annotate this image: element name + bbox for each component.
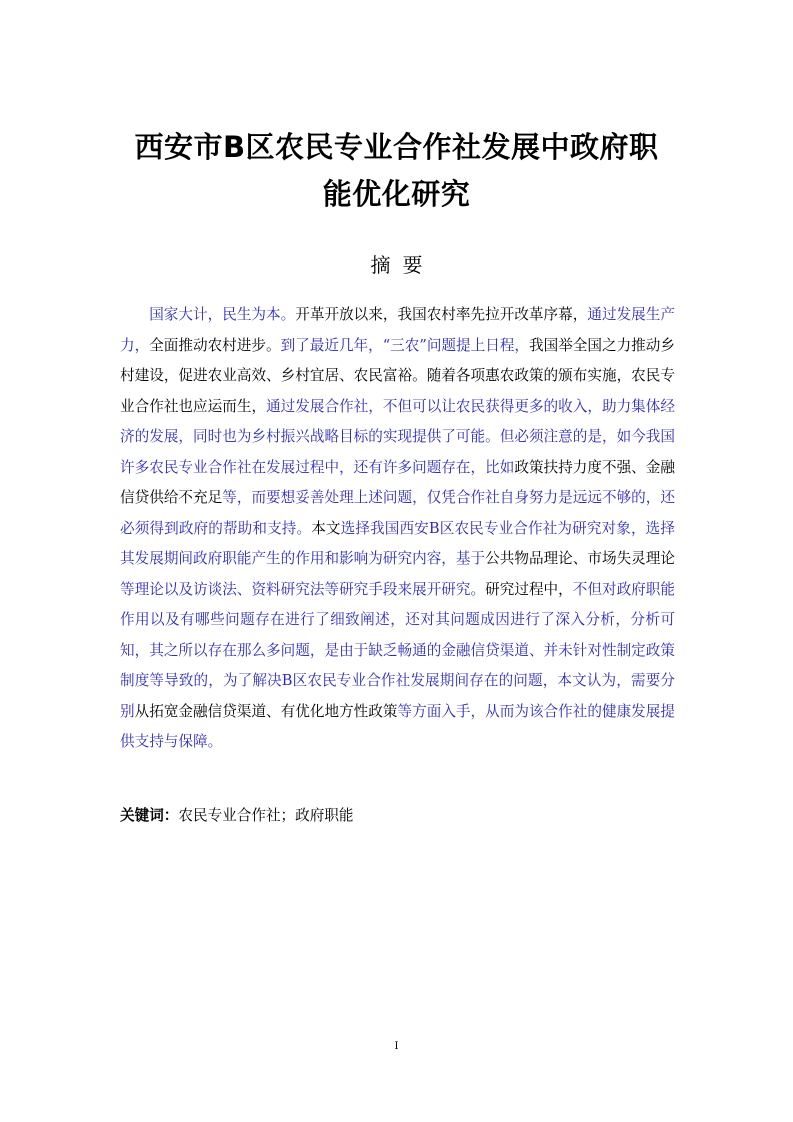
abstract-segment: 我国举全国之力推动乡村建设，促进农业高效、乡村宜居、农民富裕。随着各项惠农政策的颁布实施，农民专业合作社也应运而生，	[120, 336, 675, 415]
abstract-segment: 公共物品理论、市场失灵理论	[485, 550, 675, 567]
abstract-segment: 本文	[311, 519, 341, 537]
abstract-heading: 摘要	[370, 253, 435, 277]
abstract-segment: 从拓宽金融信贷渠道、有优化地方性政策	[134, 702, 398, 720]
abstract-body	[120, 300, 675, 758]
abstract-segment: 全面推动农村进步。	[149, 336, 281, 354]
abstract-segment: 到了最近几年，“三农”问题提上日程，	[280, 336, 530, 354]
abstract-segment: 等，而要想妥善处理上述问题，仅凭合作社自身努力是远远不够的，还必须得到政府的帮助和支持。	[120, 489, 675, 537]
abstract-segment: 等方面入手，从而为该合作社的健康发展提供支持与保障。	[120, 702, 675, 750]
abstract-segment: 等理论以及访谈法、资料研究法等研究手段来展开研究。	[120, 580, 486, 598]
abstract-segment: 不但对政府职能作用以及有哪些问题存在进行了细致阐述，还对其问题成因进行了深入分析，分析可知，其之所以存在那么多问题，是由于缺乏畅通的金融信贷渠道、并未针对性制定政策制度等导致的，为了解决B区农民专业合作社发展期间存在的问题，本文认为，需要分别	[120, 580, 675, 720]
abstract-segment: 国家大计，民生为本。	[149, 306, 296, 323]
abstract-segment: 开革开放以来，我国农村率先拉开改革序幕，	[295, 306, 588, 323]
document-title: 西安市B区农民专业合作社发展中政府职能优化研究	[134, 130, 659, 211]
keywords-value: 农民专业合作社；政府职能	[178, 807, 354, 824]
abstract-segment: 通过发展合作社，不但可以让农民获得更多的收入，助力集体经济的发展，同时也为乡村振兴战略目标的实现提供了可能。但必须注意的是，如今我国许多农民专业合作社在发展过程中，还有许多问题存在，比如	[120, 397, 675, 476]
abstract-segment: 选择我国西安B区农民专业合作社为研究对象，选择其发展期间政府职能产生的作用和影响为研究内容，基于	[120, 519, 675, 567]
abstract-segment: 通过发展生产力，	[120, 306, 675, 354]
abstract-segment: 研究过程中，	[485, 580, 573, 598]
abstract-segment: 政策扶持力度不强、金融信贷供给不充足	[120, 458, 675, 506]
page-number: I	[394, 1041, 399, 1052]
keywords-line	[120, 801, 675, 831]
keywords-label: 关键词：	[120, 807, 179, 824]
